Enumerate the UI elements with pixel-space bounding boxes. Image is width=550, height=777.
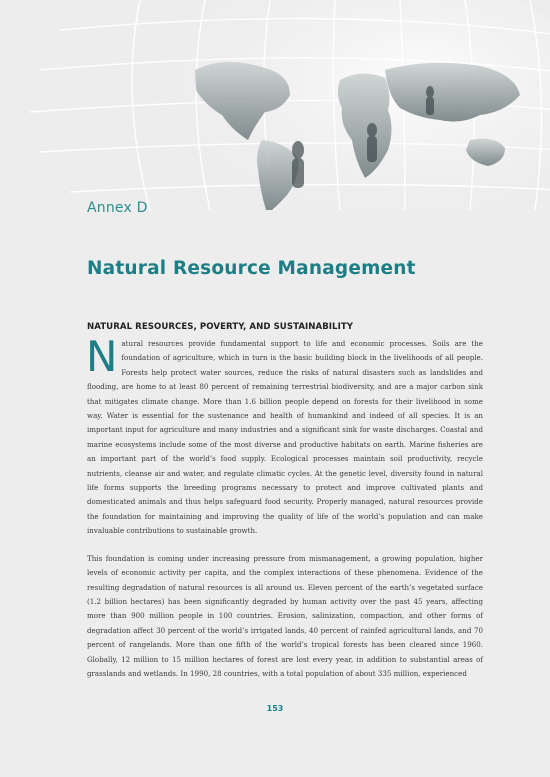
paragraph-2-text: This foundation is coming under increasing pressure from mismanagement, a growing population, higher levels of economic activity per capita, and the complex interactions of these phenomena. Evidence of the resulting degradation of natural resources is all around us. Eleven percent of the earth’s vegetated surface (1.2 billion hectares) has been significantly degraded by human activity over the past 45 years, affecting more than 900 million people in 100 countries. Erosion, salinization, compaction, and other forms of degradation affect 30 percent of the world’s irrigated lands, 40 percent of rainfed agricultural lands, and 70 percent of rangelands. More than one fifth of the world’s tropical forests has been cleared since 1960. Globally, 12 million to 15 million hectares of forest are lost every year, in addition to substantial areas of grasslands and wetlands. In 1990, 28 countries, with a total population of about 335 million, experienced	[87, 553, 483, 678]
globe-grid-banner-image	[0, 0, 550, 210]
chapter-title: Natural Resource Management	[87, 258, 416, 279]
drop-cap: N	[86, 332, 118, 381]
paragraph-2	[87, 552, 483, 682]
page-number: 153	[266, 704, 284, 713]
paragraph-1-text: atural resources provide fundamental support to life and economic processes. Soils are the foundation of agriculture, which in turn is the basic building block in the livelihoods of all people. Forests help protect water sources, reduce the risks of natural disasters such as landslides and flooding, are home to at least 80 percent of remaining terrestrial biodiversity, and are a major carbon sink that mitigates climate change. More than 1.6 billion people depend on forests for their livelihood in some way. Water is essential for the sustenance and health of humankind and indeed of all species. It is an important input for agriculture and many industries and a significant sink for waste discharges. Coastal and marine ecosystems include some of the most diverse and productive habitats on earth. Marine fisheries are an important part of the world’s food supply. Ecological processes maintain soil productivity, recycle nutrients, cleanse air and water, and regulate climatic cycles. At the genetic level, diversity found in natural life forms supports the breeding programs necessary to protect and improve cultivated plants and domesticated animals and thus helps safeguard food security. Properly managed, natural resources provide the foundation for maintaining and improving the quality of life of the world’s population and can make invaluable contributions to sustainable growth.	[87, 339, 483, 536]
body-text	[86, 332, 483, 694]
section-heading: NATURAL RESOURCES, POVERTY, AND SUSTAINABILITY	[87, 322, 354, 332]
paragraph-1	[86, 332, 483, 539]
annex-label: Annex D	[87, 200, 148, 216]
